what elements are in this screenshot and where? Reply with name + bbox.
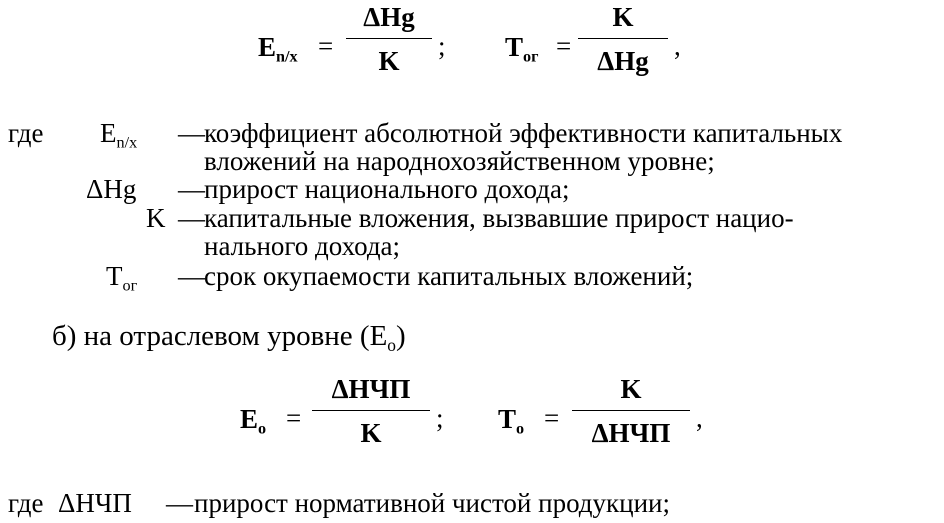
legend-2-desc: прирост нормативной чистой продукции;: [194, 488, 671, 518]
legend-1-dash: —: [178, 203, 205, 233]
legend-2-symbol: ΔНЧП: [58, 488, 132, 518]
legend-1-desc-t-og: срок окупаемости капитальных вложений;: [204, 261, 694, 291]
legend-1-desc-delta-hg: прирост национального дохода;: [204, 174, 570, 204]
legend-1-desc-e-nx-line2: вложений на народнохозяйственном уровне;: [204, 146, 715, 176]
formula-2-e-label: $E_о$: [240, 404, 267, 438]
formula-2-t-numerator: K: [620, 374, 642, 404]
formula-2-e-fraction: [312, 374, 430, 448]
legend-1-desc-k-line1: капитальные вложения, вызвавшие прирост нацио-: [204, 203, 794, 233]
section-b-heading: б) на отраслевом уровне $(E_о)$: [52, 320, 406, 356]
formula-1-equals: =: [318, 31, 334, 61]
formula-2-separator: ;: [436, 403, 444, 433]
formula-1-e-numerator: ΔHg: [363, 2, 415, 32]
formula-1-t-numerator: K: [612, 2, 634, 32]
legend-1-dash: —: [178, 261, 205, 291]
legend-1-symbol-t-og: $T_{ог}$: [106, 261, 138, 295]
legend-1-symbol-delta-hg: ΔHg: [86, 174, 137, 204]
legend-1-desc-k-line2: нального дохода;: [204, 231, 401, 261]
formula-2-end: ,: [696, 403, 703, 433]
formula-1-end: ,: [674, 31, 681, 61]
legend-1-symbol-k: K: [146, 203, 166, 233]
formula-1-t-equals: =: [556, 31, 572, 61]
legend-1-symbol-e-nx: $E_{n/x}$: [100, 118, 138, 152]
formula-2-t-fraction: [572, 374, 690, 448]
formula-2-t-denominator: ΔНЧП: [591, 418, 671, 448]
legend-2-dash: —: [166, 488, 193, 518]
legend-2-where: где: [8, 488, 44, 518]
formula-1-t-label: $T_{ог}$: [505, 32, 539, 66]
formula-1-e-fraction: [346, 2, 432, 76]
formula-2-t-equals: =: [544, 403, 560, 433]
fraction-bar: [572, 410, 690, 411]
fraction-bar: [578, 38, 668, 39]
legend-1-dash: —: [178, 118, 205, 148]
legend-1-desc-e-nx-line1: коэффициент абсолютной эффективности капитальных: [204, 118, 843, 148]
formula-1-t-fraction: [578, 2, 668, 76]
formula-1-e-label: $E_{n/x}$: [258, 32, 298, 66]
formula-1-t-denominator: ΔHg: [597, 46, 649, 76]
fraction-bar: [346, 38, 432, 39]
formula-1-separator: ;: [438, 31, 446, 61]
formula-2-e-denominator: K: [360, 418, 382, 448]
legend-1-dash: —: [178, 174, 205, 204]
formula-2-e-numerator: ΔНЧП: [331, 374, 411, 404]
formula-1-e-denominator: K: [378, 46, 400, 76]
legend-1-where: где: [8, 118, 44, 148]
fraction-bar: [312, 410, 430, 411]
formula-2-equals: =: [286, 403, 302, 433]
formula-2-t-label: $T_о$: [498, 404, 525, 438]
